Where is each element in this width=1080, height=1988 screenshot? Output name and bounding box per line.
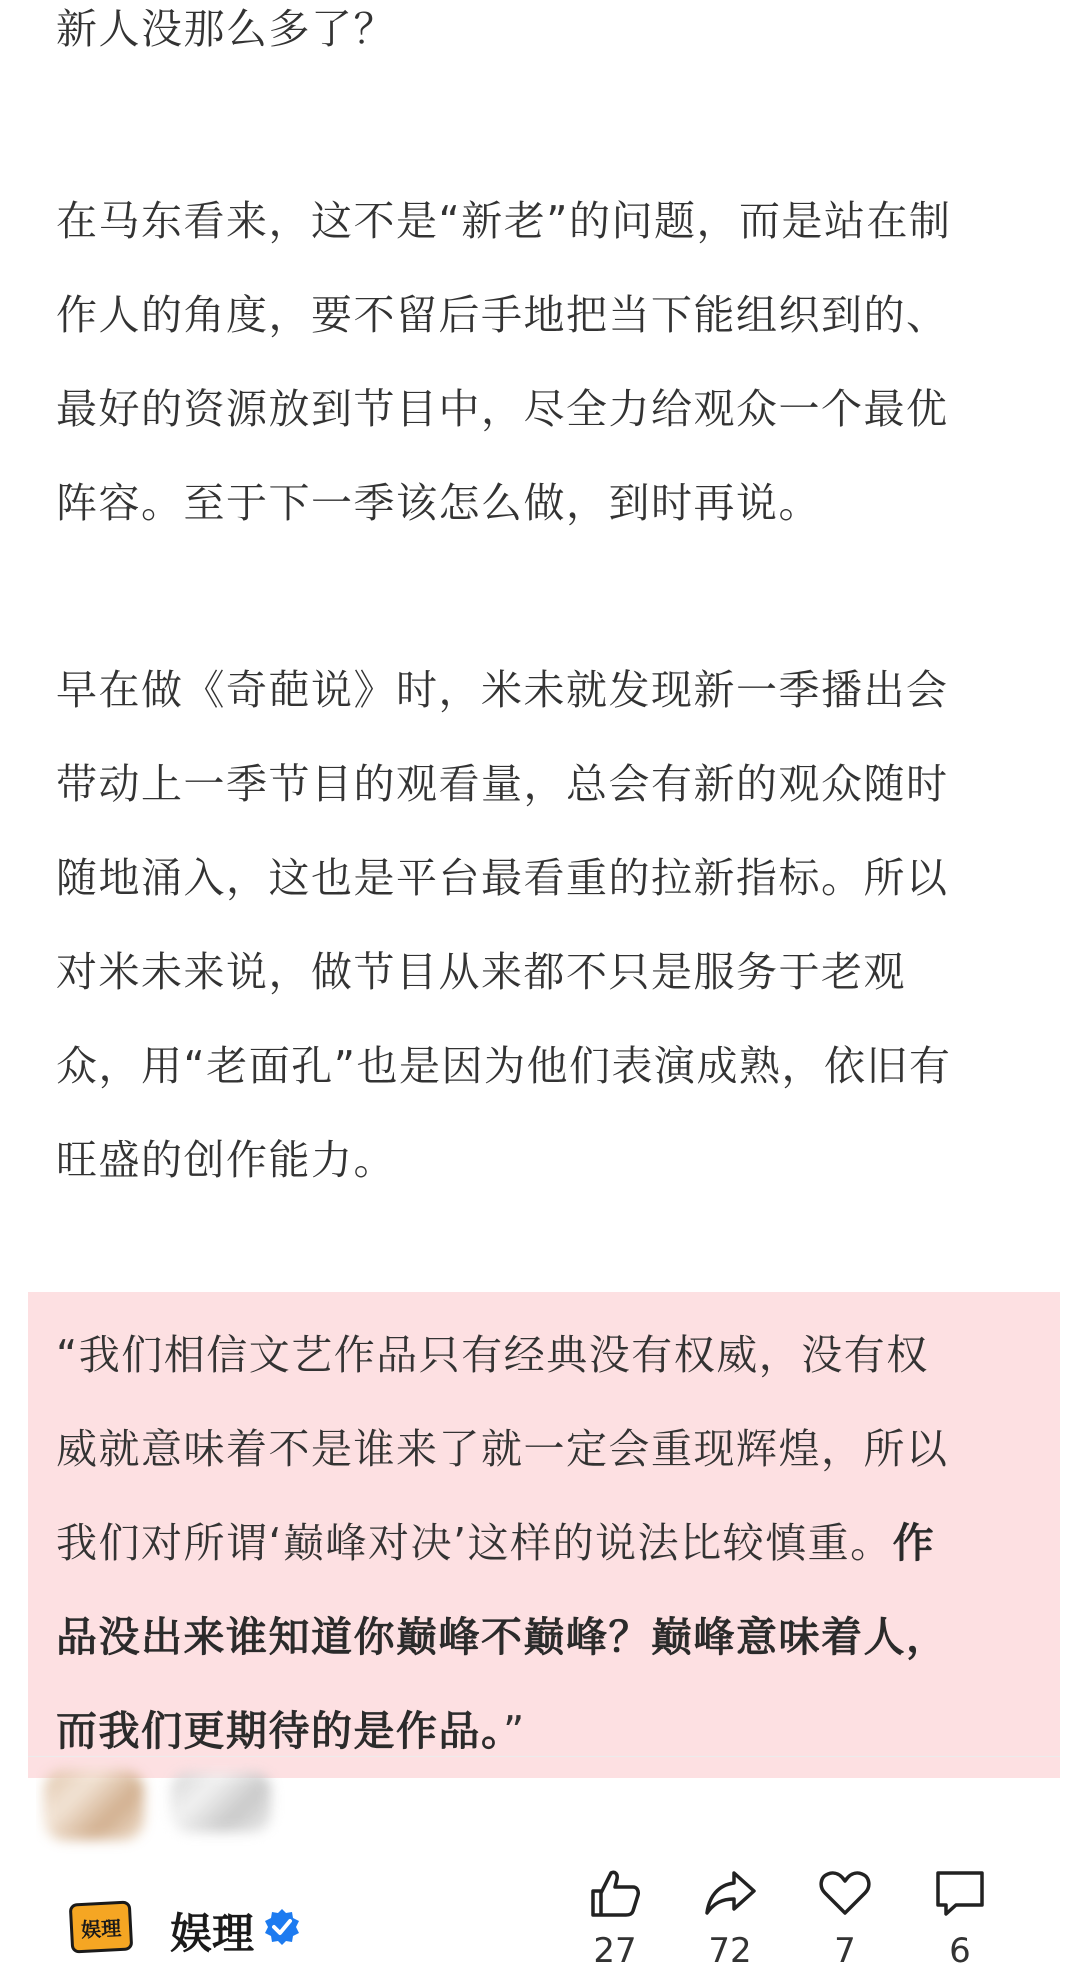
quote-line: 威就意味着不是谁来了就一定会重现辉煌，所以 — [56, 1425, 949, 1473]
quote-line — [56, 1496, 1046, 1590]
quote-line-normal: 我们对所谓‘巅峰对决’这样的说法比较慎重。 — [56, 1519, 893, 1567]
comment-count: 6 — [949, 1931, 971, 1971]
footer-divider — [28, 1756, 1060, 1757]
text-line: 带动上一季节目的观看量，总会有新的观众随时 — [56, 760, 949, 808]
account-logo[interactable] — [69, 1900, 134, 1953]
paragraph-1 — [56, 0, 396, 76]
quote-line-bold: 品没出来谁知道你巅峰不巅峰？巅峰意味着人， — [56, 1613, 949, 1661]
text-line: 最好的资源放到节目中，尽全力给观众一个最优 — [56, 385, 949, 433]
text-line: 众，用“老面孔”也是因为他们表演成熟，依旧有 — [56, 1042, 952, 1090]
quote-line-bold: 而我们更期待的是作品。 — [56, 1707, 503, 1755]
share-button[interactable] — [685, 1865, 775, 1985]
verified-badge-icon — [262, 1907, 302, 1947]
blurred-image — [44, 1770, 144, 1840]
favorite-button[interactable] — [800, 1865, 890, 1985]
quote-closing-mark: ” — [503, 1707, 526, 1755]
like-count: 27 — [593, 1931, 637, 1971]
logo-text: 娱 — [80, 1916, 102, 1942]
text-line: 对米未来说，做节目从来都不只是服务于老观 — [56, 948, 906, 996]
text-line: 早在做《奇葩说》时，米未就发现新一季播出会 — [56, 666, 949, 714]
heart-icon — [817, 1865, 873, 1921]
text-line: 随地涌入，这也是平台最看重的拉新指标。所以 — [56, 854, 949, 902]
quote-text — [56, 1308, 1046, 1778]
paragraph-3 — [56, 643, 951, 1207]
text-line: 新人没那么多了？ — [56, 5, 396, 53]
quote-block — [28, 1292, 1060, 1778]
account-name[interactable]: 娱理 — [170, 1909, 255, 1958]
comment-icon — [932, 1865, 988, 1921]
like-button[interactable] — [570, 1865, 660, 1985]
share-icon — [702, 1865, 758, 1921]
favorite-count: 7 — [834, 1931, 856, 1971]
logo-text: 理 — [100, 1915, 122, 1941]
text-line: 在马东看来，这不是“新老”的问题，而是站在制 — [56, 197, 952, 245]
quote-line-bold: 作 — [892, 1519, 936, 1567]
post-footer — [0, 1845, 1080, 1988]
text-line: 作人的角度，要不留后手地把当下能组织到的、 — [56, 291, 949, 339]
quote-line: “我们相信文艺作品只有经典没有权威，没有权 — [56, 1331, 929, 1379]
text-line: 阵容。至于下一季该怎么做，到时再说。 — [56, 479, 821, 527]
paragraph-2 — [56, 174, 951, 550]
share-count: 72 — [708, 1931, 752, 1971]
text-line: 旺盛的创作能力。 — [56, 1136, 396, 1184]
blurred-image-strip — [36, 1758, 286, 1858]
blurred-image — [171, 1772, 271, 1832]
comment-button[interactable] — [915, 1865, 1005, 1985]
like-icon — [587, 1865, 643, 1921]
